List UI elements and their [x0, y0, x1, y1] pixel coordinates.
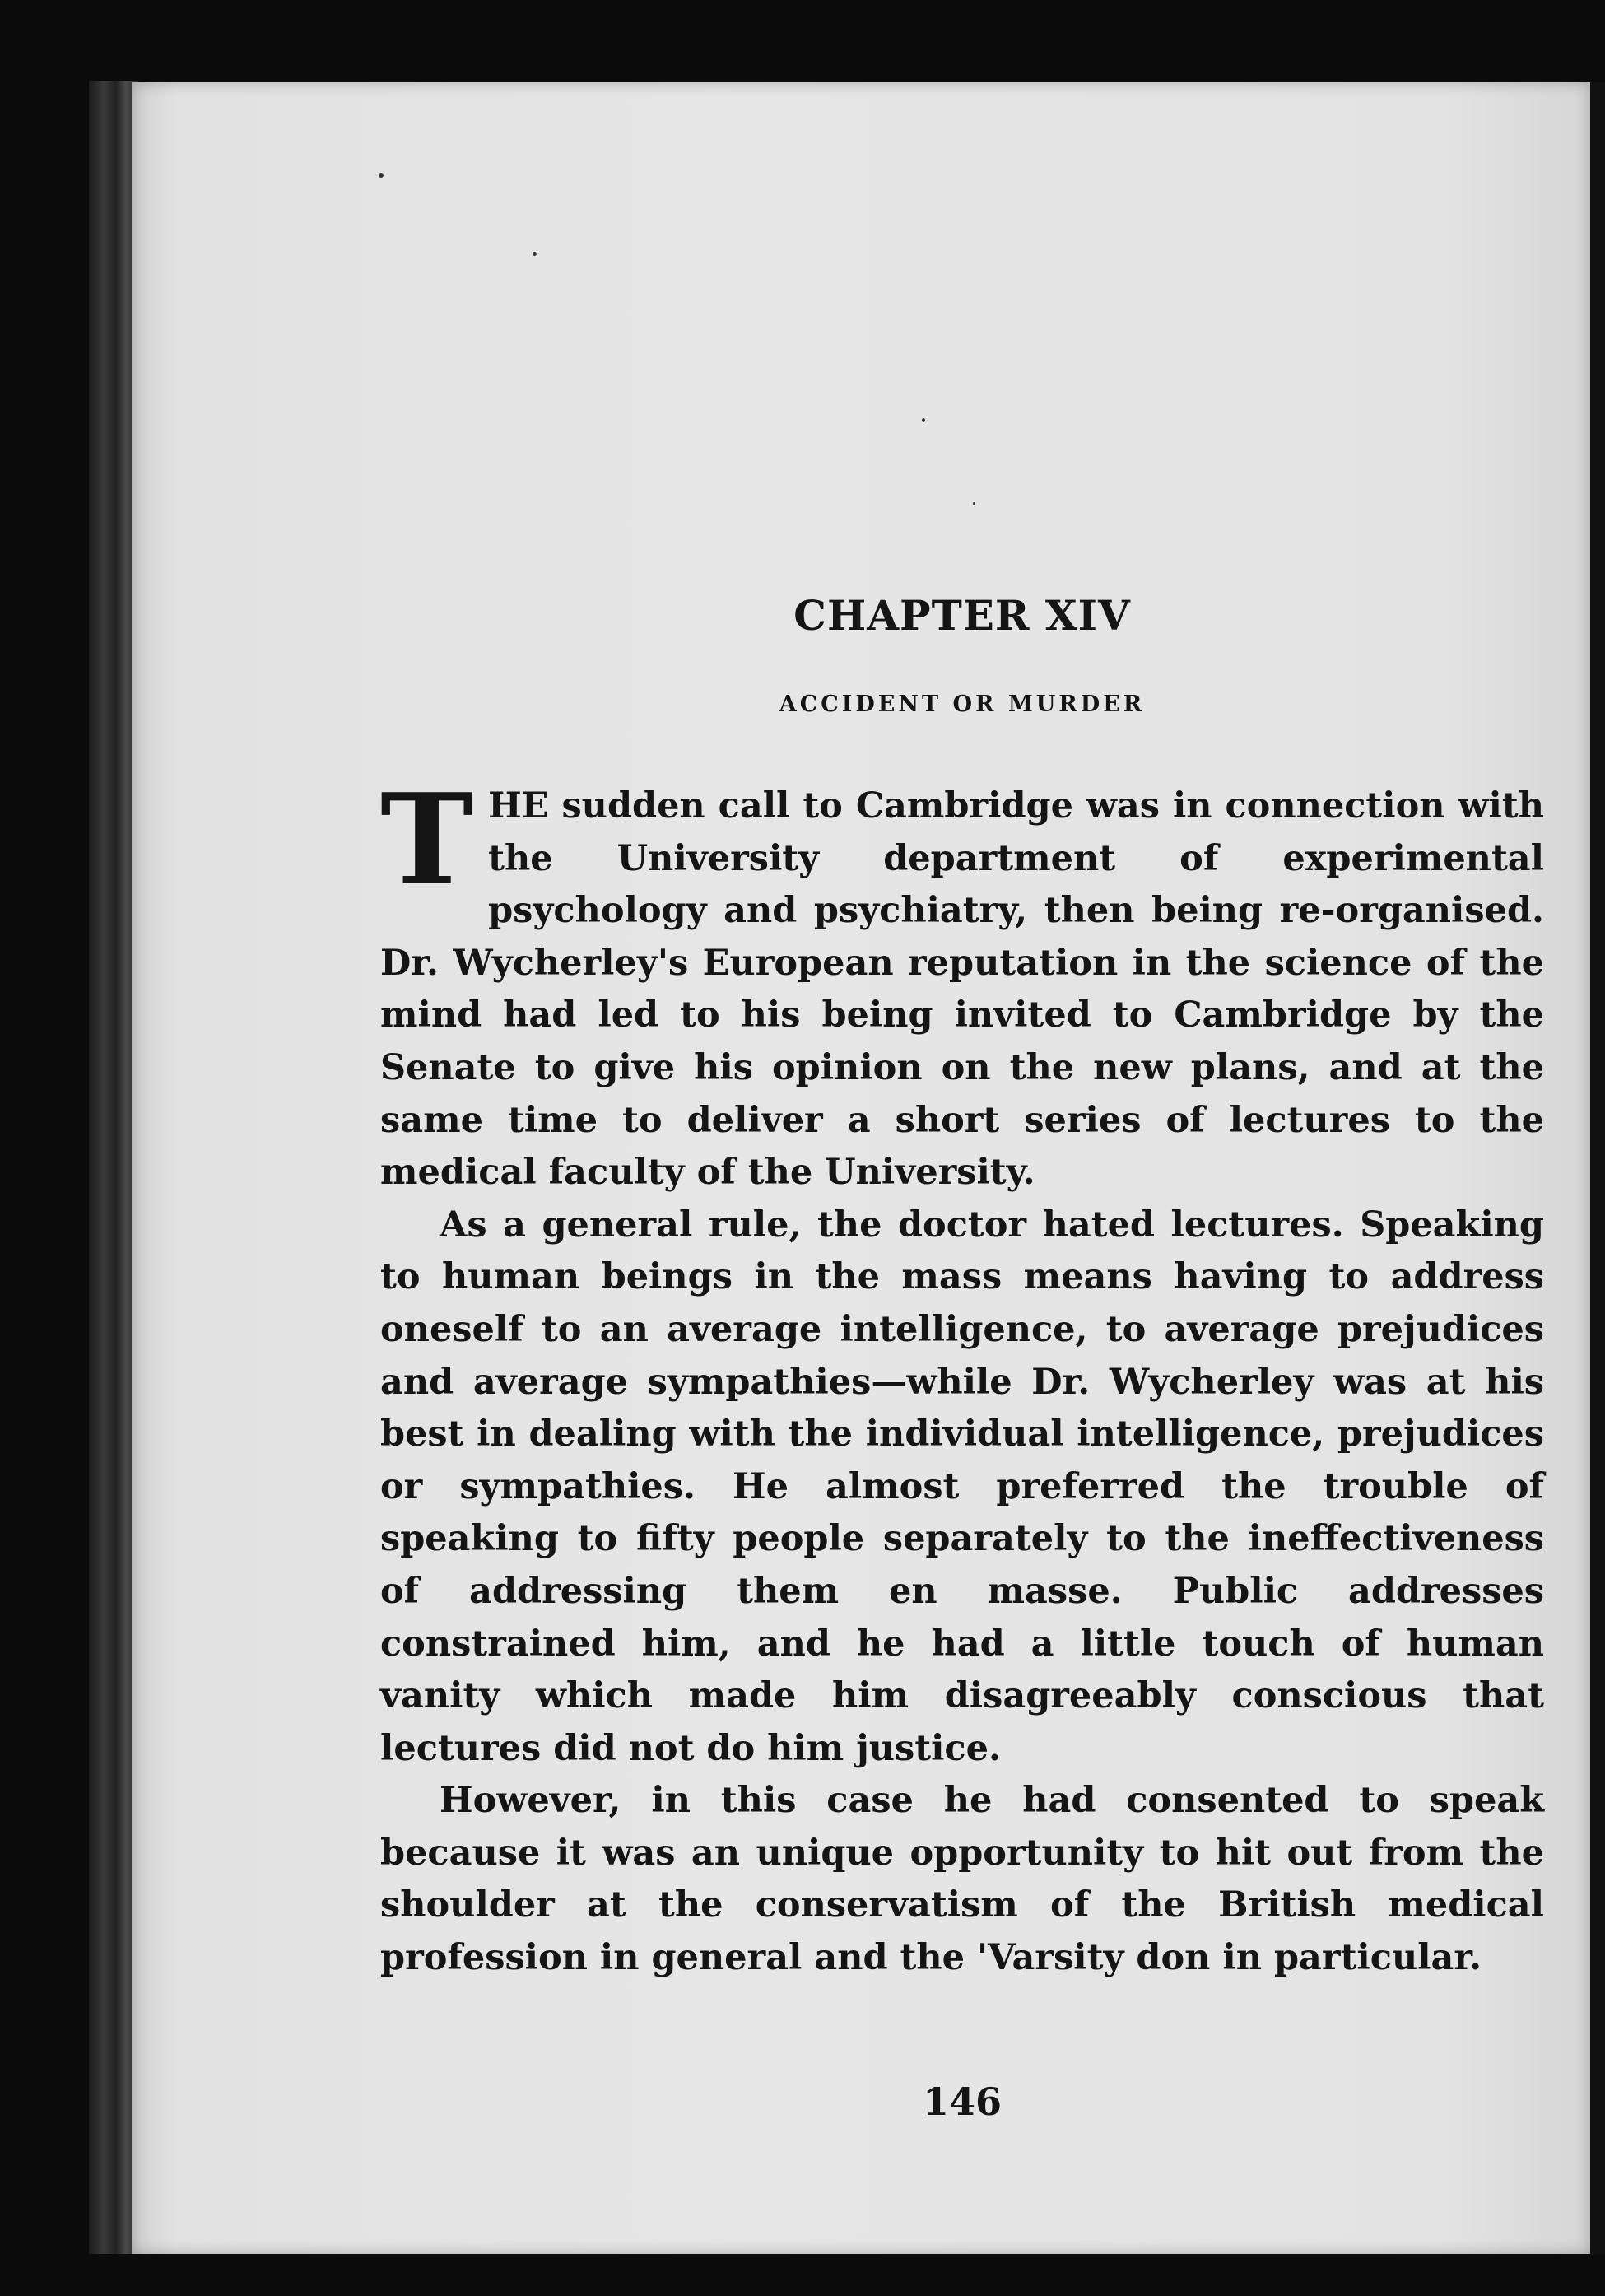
chapter-heading: CHAPTER XIV: [793, 591, 1131, 640]
scan-right-border: [1590, 82, 1605, 2254]
drop-cap: T: [380, 766, 474, 913]
paragraph-2: As a general rule, the doctor hated lectures. Speaking to human beings in the mass means having to address oneself to an average intelligence, to average prejudices and average sympathies—while Dr. Wycherley was at his best in dealing with the individual intelligence, prejudices or sympathies. He almost preferred the trouble of speaking to fifty people separately to the ineffectiveness of addressing them en masse. Public addresses constrained him, and he had a little touch of human vanity which made him disagreeably conscious that lectures did not do him justice.: [380, 1204, 1544, 1769]
body-text: [380, 766, 1544, 1985]
book-spine-edge: [89, 81, 138, 2254]
paragraph-1: [380, 766, 1544, 1199]
page-number: 146: [922, 2079, 1003, 2124]
book-page: [132, 82, 1590, 2254]
chapter-subtitle: ACCIDENT OR MURDER: [779, 692, 1146, 717]
paragraph-1-text: HE sudden call to Cambridge was in connection with the University department of experimental psychology and psychiatry, then being re-organised. Dr. Wycherley's European reputation in the science of the mind had led to his being invited to Cambridge by the Senate to give his opinion on the new plans, and at the same time to deliver a short series of lectures to the medical faculty of the University.: [380, 785, 1544, 1194]
paragraph-3: However, in this case he had consented to speak because it was an unique opportunity to hit out from the shoulder at the conservatism of the British medical profession in general and the 'Varsity don in particular.: [380, 1780, 1544, 1979]
